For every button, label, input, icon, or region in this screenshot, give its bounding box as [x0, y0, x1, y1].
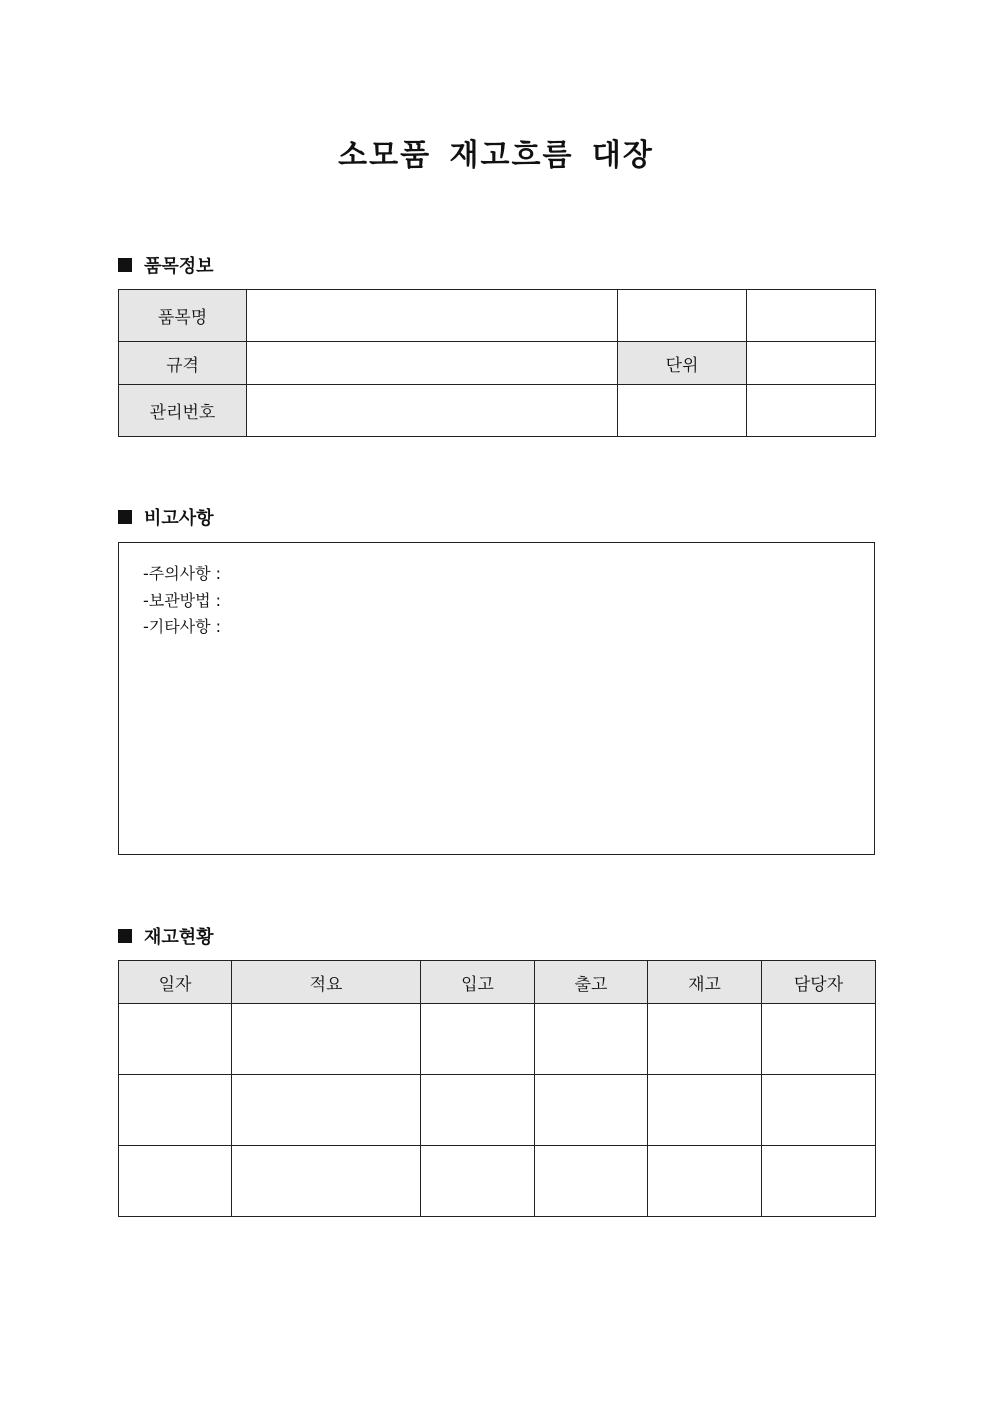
spec-value[interactable] — [247, 342, 618, 385]
in-cell[interactable] — [421, 1004, 535, 1075]
remarks-line-other: -기타사항 : — [143, 617, 222, 636]
item-info-row-spec — [119, 342, 876, 385]
unit-label: 단위 — [618, 342, 747, 385]
table-row — [119, 1146, 876, 1217]
out-cell[interactable] — [535, 1004, 648, 1075]
col-header-out: 출고 — [535, 961, 648, 1004]
mgmt-no-label: 관리번호 — [119, 385, 247, 437]
square-bullet-icon — [118, 929, 132, 943]
item-name-label: 품목명 — [119, 290, 247, 342]
table-row — [119, 1075, 876, 1146]
col-header-date: 일자 — [119, 961, 232, 1004]
item-info-row-mgmt — [119, 385, 876, 437]
remarks-box[interactable] — [118, 542, 875, 855]
item-name-value[interactable] — [247, 290, 618, 342]
stock-header-row — [119, 961, 876, 1004]
remarks-heading-text: 비고사항 — [144, 508, 214, 529]
date-cell[interactable] — [119, 1146, 232, 1217]
stock-cell[interactable] — [648, 1004, 762, 1075]
summary-cell[interactable] — [232, 1146, 421, 1217]
square-bullet-icon — [118, 510, 132, 524]
stock-heading — [118, 923, 214, 949]
table-row — [119, 1004, 876, 1075]
col-header-stock: 재고 — [648, 961, 762, 1004]
square-bullet-icon — [118, 258, 132, 272]
remarks-line-caution: -주의사항 : — [143, 564, 222, 583]
date-cell[interactable] — [119, 1004, 232, 1075]
mgmt-no-value[interactable] — [247, 385, 618, 437]
manager-cell[interactable] — [762, 1004, 876, 1075]
stock-table — [118, 960, 876, 1217]
col-header-manager: 담당자 — [762, 961, 876, 1004]
summary-cell[interactable] — [232, 1004, 421, 1075]
item-info-row-name — [119, 290, 876, 342]
unit-value[interactable] — [747, 342, 876, 385]
remarks-line-storage: -보관방법 : — [143, 591, 222, 610]
stock-cell[interactable] — [648, 1146, 762, 1217]
stock-cell[interactable] — [648, 1075, 762, 1146]
remarks-heading — [118, 504, 214, 530]
manager-cell[interactable] — [762, 1146, 876, 1217]
item-info-heading — [118, 252, 214, 278]
in-cell[interactable] — [421, 1146, 535, 1217]
item-info-blank-cell[interactable] — [618, 385, 747, 437]
summary-cell[interactable] — [232, 1075, 421, 1146]
out-cell[interactable] — [535, 1075, 648, 1146]
item-info-table — [118, 289, 876, 437]
stock-heading-text: 재고현황 — [144, 927, 214, 948]
spec-label: 규격 — [119, 342, 247, 385]
col-header-summary: 적요 — [232, 961, 421, 1004]
col-header-in: 입고 — [421, 961, 535, 1004]
item-info-blank-cell[interactable] — [747, 385, 876, 437]
manager-cell[interactable] — [762, 1075, 876, 1146]
item-info-blank-cell[interactable] — [618, 290, 747, 342]
document-title: 소모품 재고흐름 대장 — [338, 138, 654, 173]
date-cell[interactable] — [119, 1075, 232, 1146]
item-info-heading-text: 품목정보 — [144, 256, 214, 277]
in-cell[interactable] — [421, 1075, 535, 1146]
out-cell[interactable] — [535, 1146, 648, 1217]
item-info-blank-cell[interactable] — [747, 290, 876, 342]
